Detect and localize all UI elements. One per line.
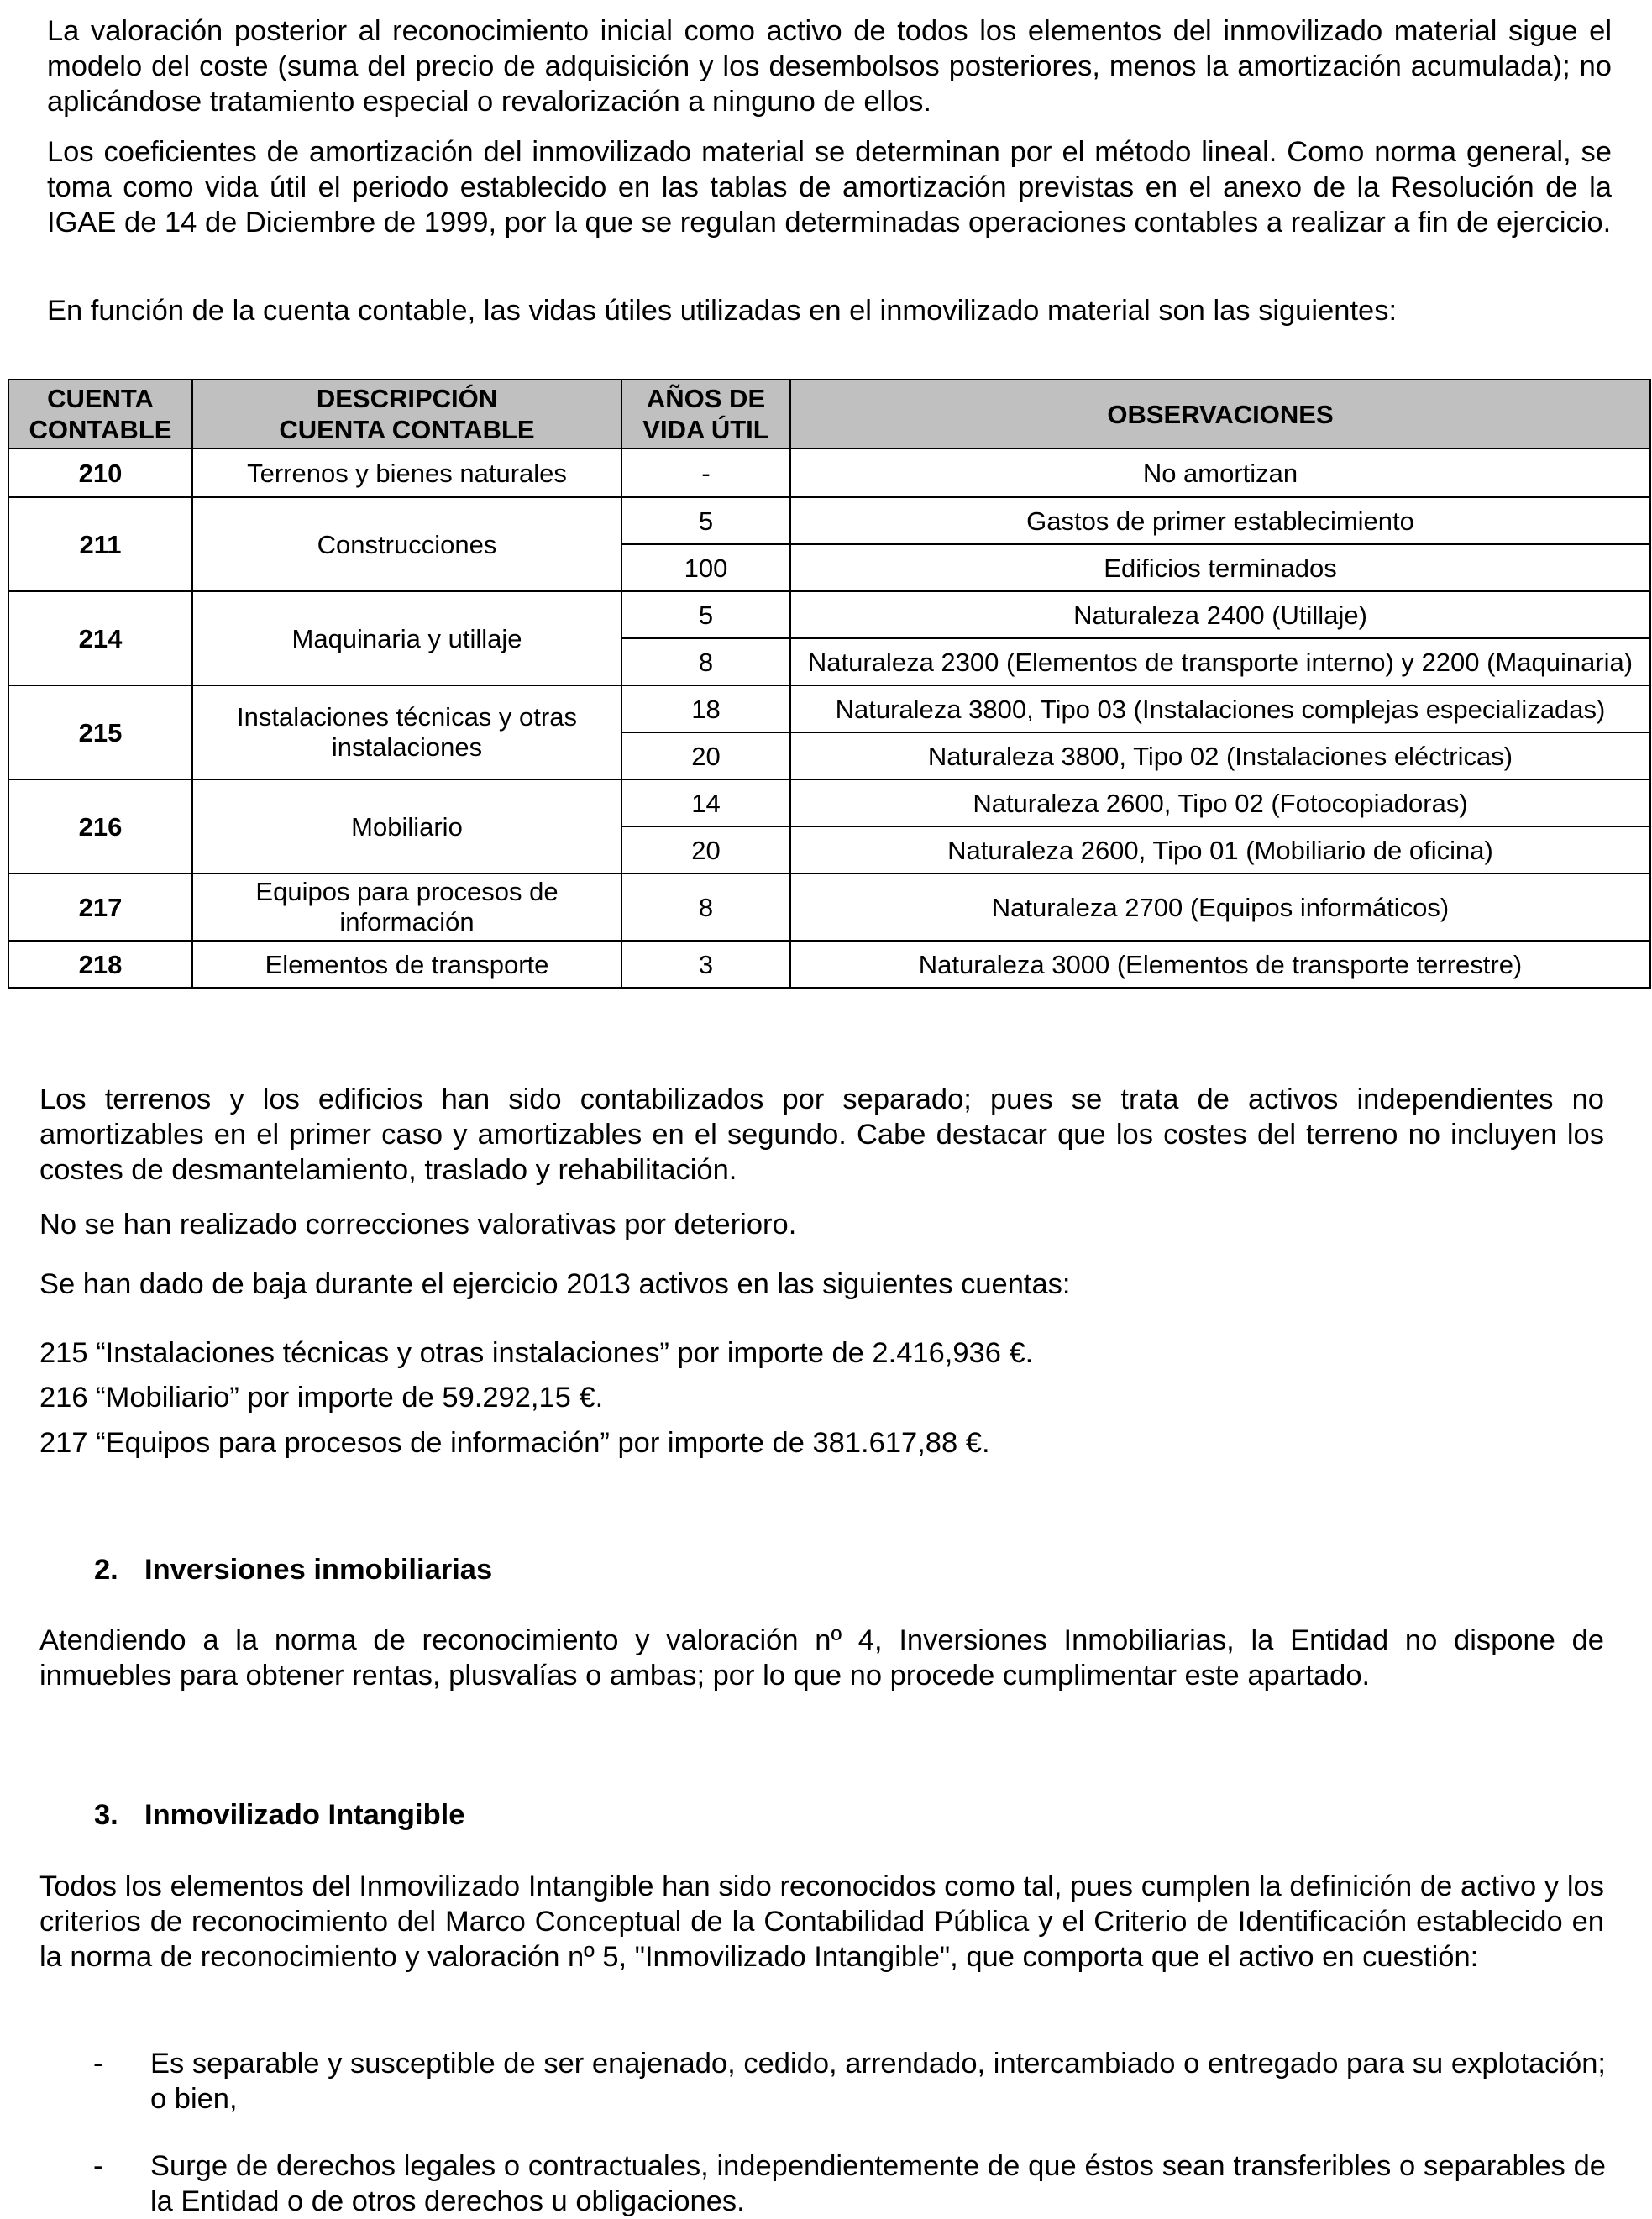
paragraph-funcion-cuenta: En función de la cuenta contable, las vidas útiles utilizadas en el inmovilizado material son las siguientes: bbox=[47, 295, 1398, 327]
header-descripcion: DESCRIPCIÓN CUENTA CONTABLE bbox=[192, 380, 621, 449]
section-title: Inmovilizado Intangible bbox=[144, 1799, 465, 1831]
cell-descripcion: Construcciones bbox=[192, 497, 621, 591]
cell-observaciones: Naturaleza 2400 (Utillaje) bbox=[790, 591, 1650, 638]
cell-observaciones: Naturaleza 3800, Tipo 02 (Instalaciones eléctricas) bbox=[790, 732, 1650, 779]
baja-item-217: 217 “Equipos para procesos de información” por importe de 381.617,88 €. bbox=[39, 1427, 990, 1459]
cell-observaciones: Edificios terminados bbox=[790, 544, 1650, 591]
cell-cuenta: 216 bbox=[8, 779, 192, 873]
cell-descripcion: Elementos de transporte bbox=[192, 941, 621, 988]
cell-anos: 8 bbox=[621, 638, 790, 685]
section-title: Inversiones inmobiliarias bbox=[144, 1554, 493, 1586]
cell-cuenta: 217 bbox=[8, 873, 192, 941]
paragraph-terrenos-edificios: Los terrenos y los edificios han sido contabilizados por separado; pues se trata de activos independientes no amortizables en el primer caso y amortizables en el segundo. Cabe destacar que los costes del terreno no incluyen los costes de desmantelamiento, traslado y rehabilitación. bbox=[39, 1083, 1604, 1186]
paragraph-bajas-intro: Se han dado de baja durante el ejercicio 2013 activos en las siguientes cuentas: bbox=[39, 1268, 1071, 1300]
paragraph-inversiones: Atendiendo a la norma de reconocimiento y valoración nº 4, Inversiones Inmobiliarias, la Entidad no dispone de inmuebles para obtener rentas, plusvalías o ambas; por lo que no procede cumplimentar este apartado. bbox=[39, 1624, 1604, 1692]
table-row bbox=[8, 497, 1650, 544]
table-row bbox=[8, 449, 1650, 497]
table-row bbox=[8, 685, 1650, 732]
section-number: 3. bbox=[94, 1799, 118, 1831]
table-row bbox=[8, 941, 1650, 988]
cell-observaciones: Naturaleza 2700 (Equipos informáticos) bbox=[790, 873, 1650, 941]
cell-observaciones: Naturaleza 2300 (Elementos de transporte interno) y 2200 (Maquinaria) bbox=[790, 638, 1650, 685]
cell-anos: - bbox=[621, 449, 790, 497]
cell-anos: 5 bbox=[621, 497, 790, 544]
section-heading-intangible bbox=[94, 1797, 464, 1833]
cell-cuenta: 210 bbox=[8, 449, 192, 497]
cell-observaciones: Gastos de primer establecimiento bbox=[790, 497, 1650, 544]
section-heading-inversiones bbox=[94, 1552, 492, 1587]
cell-cuenta: 218 bbox=[8, 941, 192, 988]
cell-descripcion: Terrenos y bienes naturales bbox=[192, 449, 621, 497]
header-cuenta-contable: CUENTA CONTABLE bbox=[8, 380, 192, 449]
table-header-row bbox=[8, 380, 1650, 449]
list-item bbox=[93, 2046, 1606, 2117]
cell-descripcion: Equipos para procesos de información bbox=[192, 873, 621, 941]
table-row bbox=[8, 873, 1650, 941]
cell-observaciones: No amortizan bbox=[790, 449, 1650, 497]
cell-observaciones: Naturaleza 2600, Tipo 01 (Mobiliario de oficina) bbox=[790, 826, 1650, 873]
vidas-utiles-table bbox=[8, 379, 1651, 989]
cell-anos: 14 bbox=[621, 779, 790, 826]
cell-descripcion: Maquinaria y utillaje bbox=[192, 591, 621, 685]
cell-descripcion: Instalaciones técnicas y otras instalaciones bbox=[192, 685, 621, 779]
baja-item-215: 215 “Instalaciones técnicas y otras instalaciones” por importe de 2.416,936 €. bbox=[39, 1337, 1034, 1369]
cell-anos: 18 bbox=[621, 685, 790, 732]
bullet-dash: - bbox=[93, 2048, 103, 2080]
cell-anos: 20 bbox=[621, 826, 790, 873]
section-number: 2. bbox=[94, 1554, 118, 1586]
cell-anos: 100 bbox=[621, 544, 790, 591]
paragraph-correcciones: No se han realizado correcciones valorativas por deterioro. bbox=[39, 1209, 797, 1241]
table-row bbox=[8, 779, 1650, 826]
paragraph-intangible: Todos los elementos del Inmovilizado Intangible han sido reconocidos como tal, pues cumplen la definición de activo y los criterios de reconocimiento del Marco Conceptual de la Contabilidad Pública y el Criterio de Identificación establecido en la norma de reconocimiento y valoración nº 5, "Inmovilizado Intangible", que comporta que el activo en cuestión: bbox=[39, 1870, 1604, 1973]
header-anos-vida-util: AÑOS DE VIDA ÚTIL bbox=[621, 380, 790, 449]
paragraph-coeficientes: Los coeficientes de amortización del inmovilizado material se determinan por el método lineal. Como norma general, se toma como vida útil el periodo establecido en las tablas de amortización previstas en el anexo de la Resolución de la IGAE de 14 de Diciembre de 1999, por la que se regulan determinadas operaciones contables a realizar a fin de ejercicio. bbox=[47, 136, 1612, 239]
bullet-dash: - bbox=[93, 2150, 103, 2182]
cell-cuenta: 211 bbox=[8, 497, 192, 591]
baja-item-216: 216 “Mobiliario” por importe de 59.292,15 €. bbox=[39, 1382, 604, 1414]
cell-anos: 5 bbox=[621, 591, 790, 638]
table-row bbox=[8, 591, 1650, 638]
cell-cuenta: 214 bbox=[8, 591, 192, 685]
cell-anos: 3 bbox=[621, 941, 790, 988]
cell-anos: 8 bbox=[621, 873, 790, 941]
cell-observaciones: Naturaleza 2600, Tipo 02 (Fotocopiadoras) bbox=[790, 779, 1650, 826]
cell-cuenta: 215 bbox=[8, 685, 192, 779]
header-observaciones: OBSERVACIONES bbox=[790, 380, 1650, 449]
cell-observaciones: Naturaleza 3000 (Elementos de transporte terrestre) bbox=[790, 941, 1650, 988]
cell-observaciones: Naturaleza 3800, Tipo 03 (Instalaciones complejas especializadas) bbox=[790, 685, 1650, 732]
bullet-text: Surge de derechos legales o contractuales, independientemente de que éstos sean transferibles o separables de la Entidad o de otros derechos u obligaciones. bbox=[150, 2150, 1606, 2217]
list-item bbox=[93, 2148, 1606, 2219]
cell-anos: 20 bbox=[621, 732, 790, 779]
paragraph-valoracion: La valoración posterior al reconocimiento inicial como activo de todos los elementos del inmovilizado material sigue el modelo del coste (suma del precio de adquisición y los desembolsos posteriores, menos la amortización acumulada); no aplicándose tratamiento especial o revalorización a ninguno de ellos. bbox=[47, 15, 1612, 118]
bullet-text: Es separable y susceptible de ser enajenado, cedido, arrendado, intercambiado o entregado para su explotación; o bien, bbox=[150, 2048, 1606, 2115]
cell-descripcion: Mobiliario bbox=[192, 779, 621, 873]
